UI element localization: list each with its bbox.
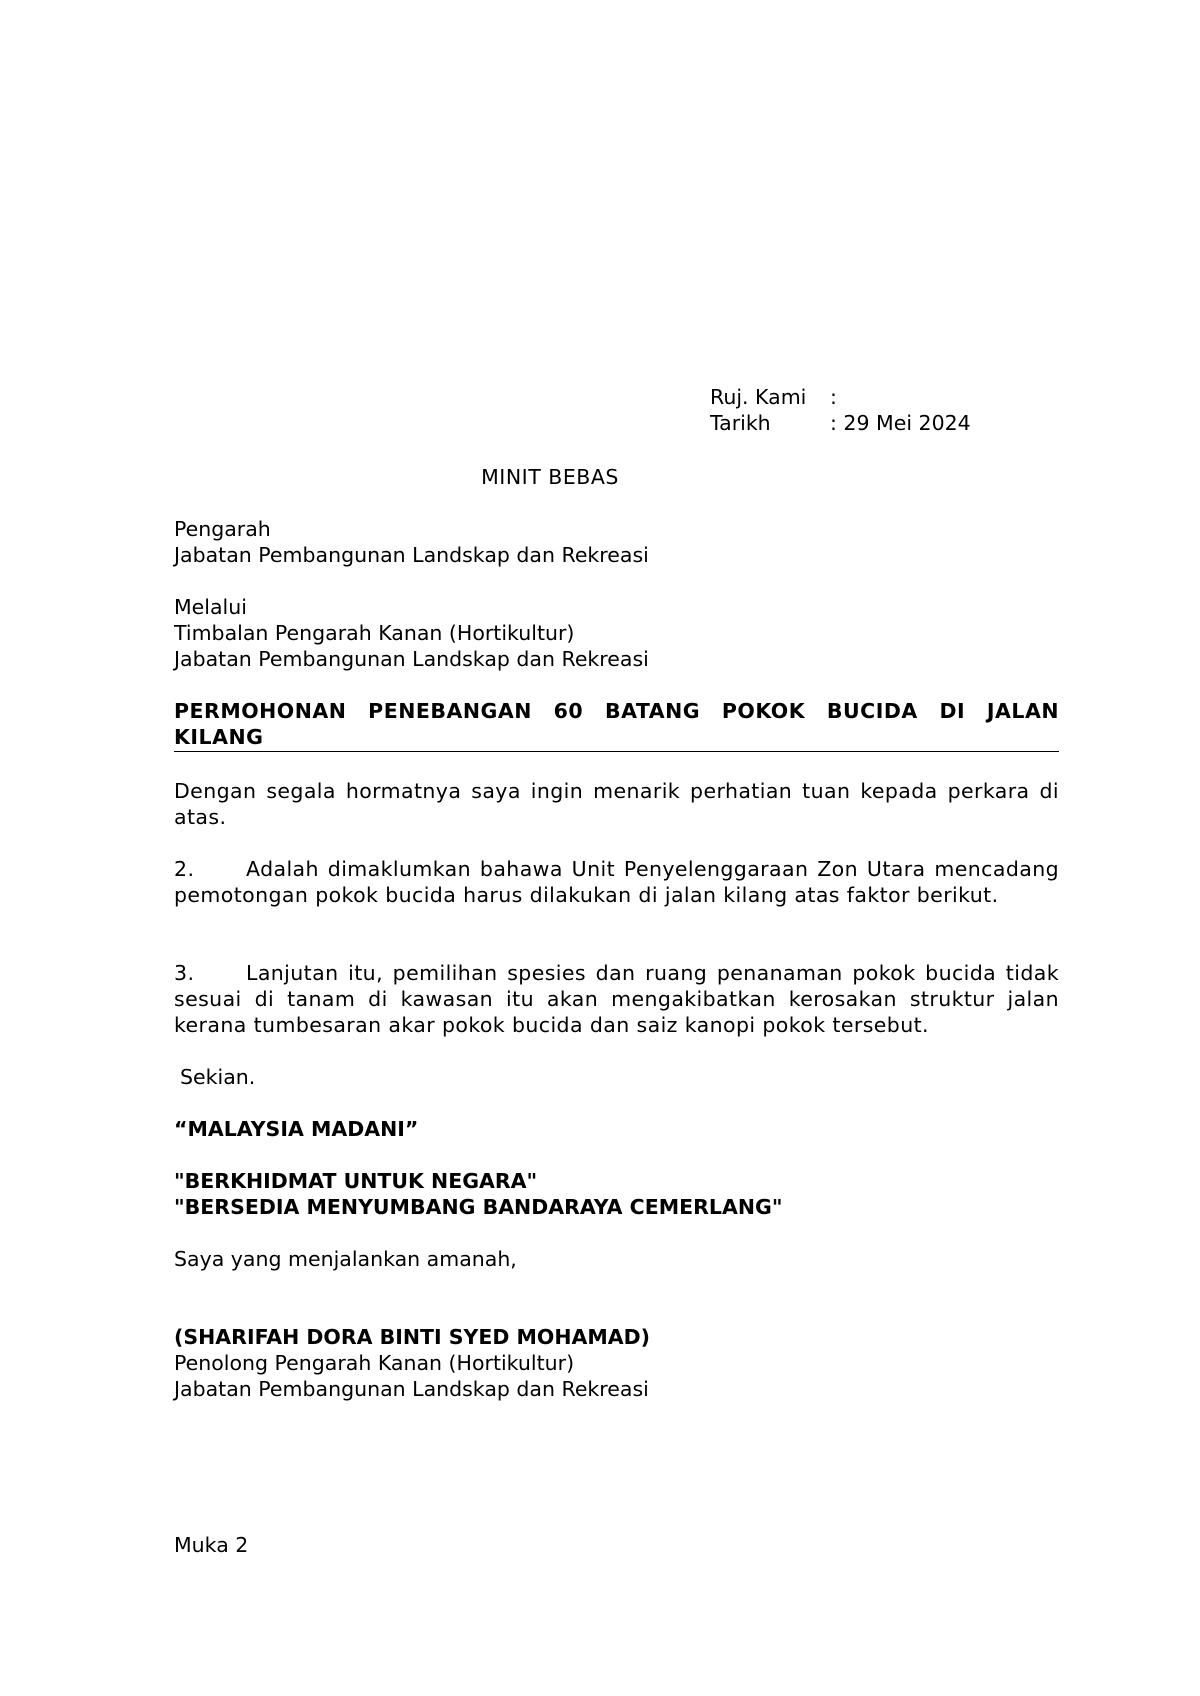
signatory-department: Jabatan Pembangunan Landskap dan Rekreasi [174,1377,649,1401]
paragraph-2-number: 2. [174,857,195,881]
signatory-block [174,1324,1059,1402]
paragraph-3 [174,960,1059,1038]
ruj-kami-value: : [830,385,837,409]
paragraph-1: Dengan segala hormatnya saya ingin menarik perhatian tuan kepada perkara di atas. [174,779,1059,829]
date-row [710,410,1010,436]
signatory-position: Penolong Pengarah Kanan (Hortikultur) [174,1351,575,1375]
ruj-kami-label: Ruj. Kami [710,385,807,409]
recipient-block [174,516,1059,568]
paragraph-2-text: Adalah dimaklumkan bahawa Unit Penyelenggaraan Zon Utara mencadang pemotongan pokok bucida harus dilakukan di jalan kilang atas faktor berikut. [174,857,1059,907]
recipient-department: Jabatan Pembangunan Landskap dan Rekreasi [174,543,649,567]
slogan-bersedia: "BERSEDIA MENYUMBANG BANDARAYA CEMERLANG" [174,1195,783,1219]
via-position: Timbalan Pengarah Kanan (Hortikultur) [174,621,575,645]
recipient-title: Pengarah [174,517,271,541]
slogan-malaysia-madani: “MALAYSIA MADANI” [174,1117,419,1141]
signatory-name: (SHARIFAH DORA BINTI SYED MOHAMAD) [174,1325,651,1349]
tarikh-label: Tarikh [710,411,771,435]
paragraph-3-text: Lanjutan itu, pemilihan spesies dan ruang penanaman pokok bucida tidak sesuai di tanam di kawasan itu akan mengakibatkan kerosakan struktur jalan kerana tumbesaran akar pokok bucida dan saiz kanopi pokok tersebut. [174,961,1059,1037]
sign-off-text: Saya yang menjalankan amanah, [174,1247,517,1271]
closing-text: Sekian. [180,1065,256,1089]
reference-row [710,384,1010,410]
tarikh-value: : 29 Mei 2024 [830,411,971,435]
reference-block [710,384,1010,436]
slogan-block [174,1168,1059,1220]
via-block [174,594,1059,672]
paragraph-2 [174,856,1059,908]
document-title: MINIT BEBAS [481,465,619,489]
page-footer: Muka 2 [174,1533,249,1557]
subject-heading: PERMOHONAN PENEBANGAN 60 BATANG POKOK BUCIDA DI JALAN KILANG [174,698,1059,752]
paragraph-3-number: 3. [174,961,195,985]
slogan-berkhidmat: "BERKHIDMAT UNTUK NEGARA" [174,1169,538,1193]
via-label: Melalui [174,595,247,619]
via-department: Jabatan Pembangunan Landskap dan Rekreasi [174,647,649,671]
